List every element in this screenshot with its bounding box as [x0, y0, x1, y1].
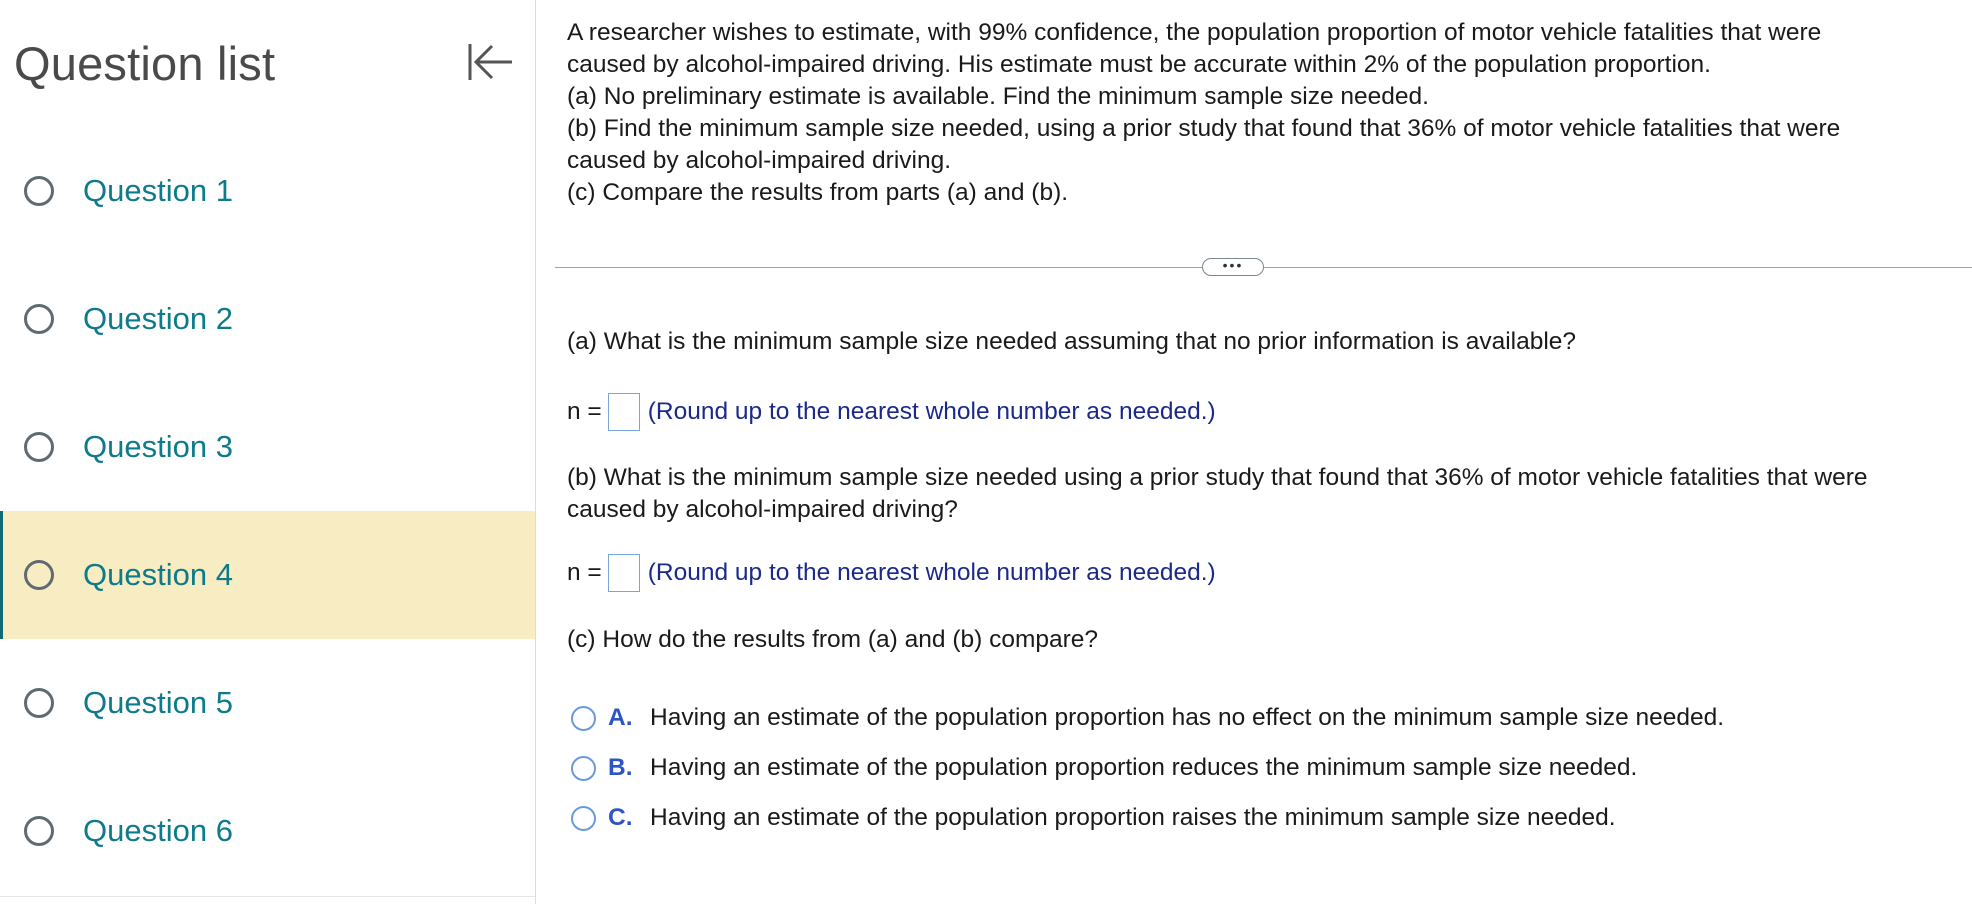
n-label: n = — [567, 559, 602, 586]
question-item-3[interactable] — [0, 383, 535, 511]
collapse-left-icon — [462, 34, 518, 90]
question-label: Question 3 — [83, 429, 233, 464]
part-c-question: (c) How do the results from (a) and (b) compare? — [567, 626, 1099, 653]
question-item-6[interactable] — [0, 767, 535, 895]
expand-more-button[interactable]: ••• — [1202, 258, 1264, 276]
sidebar-title: Question list — [14, 37, 276, 90]
question-label: Question 6 — [83, 813, 233, 848]
choice-a[interactable] — [571, 701, 1724, 735]
choice-text: Having an estimate of the population proportion raises the minimum sample size needed. — [650, 804, 1616, 831]
question-item-4[interactable] — [0, 511, 535, 639]
radio-circle-icon[interactable] — [571, 756, 596, 781]
sidebar-divider — [0, 896, 535, 897]
question-label: Question 1 — [83, 173, 233, 208]
radio-circle-icon — [24, 560, 54, 590]
question-panel — [536, 0, 1972, 904]
question-item-5[interactable] — [0, 639, 535, 767]
part-a-answer-input[interactable] — [608, 393, 640, 431]
radio-circle-icon — [24, 688, 54, 718]
question-label: Question 5 — [83, 685, 233, 720]
part-b-answer-input[interactable] — [608, 554, 640, 592]
question-item-2[interactable] — [0, 255, 535, 383]
prompt-line: caused by alcohol-impaired driving. — [567, 147, 952, 174]
radio-circle-icon[interactable] — [571, 706, 596, 731]
choice-letter: C. — [608, 804, 633, 831]
choice-letter: A. — [608, 704, 633, 731]
rounding-hint: (Round up to the nearest whole number as needed.) — [647, 398, 1216, 425]
prompt-line: (b) Find the minimum sample size needed, using a prior study that found that 36% of motor vehicle fatalities that were — [567, 115, 1841, 142]
part-b-answer-row — [567, 553, 1216, 593]
prompt-line: A researcher wishes to estimate, with 99% confidence, the population proportion of motor vehicle fatalities that were — [567, 19, 1822, 46]
radio-circle-icon — [24, 816, 54, 846]
question-prompt — [567, 17, 1967, 209]
sidebar-header — [0, 0, 535, 125]
choice-b[interactable] — [571, 751, 1637, 785]
radio-circle-icon — [24, 432, 54, 462]
prompt-line: (a) No preliminary estimate is available. Find the minimum sample size needed. — [567, 83, 1429, 110]
choice-letter: B. — [608, 754, 633, 781]
question-label: Question 4 — [83, 557, 233, 592]
choice-c[interactable] — [571, 801, 1616, 835]
n-label: n = — [567, 398, 602, 425]
part-a-question: (a) What is the minimum sample size needed assuming that no prior information is available? — [567, 328, 1577, 355]
radio-circle-icon[interactable] — [571, 806, 596, 831]
part-b-question-line2: caused by alcohol-impaired driving? — [567, 496, 958, 523]
part-b-question-line1: (b) What is the minimum sample size needed using a prior study that found that 36% of motor vehicle fatalities that were — [567, 464, 1868, 491]
question-list — [0, 127, 535, 895]
collapse-sidebar-button[interactable] — [462, 34, 518, 90]
question-list-sidebar — [0, 0, 536, 904]
prompt-line: caused by alcohol-impaired driving. His estimate must be accurate within 2% of the population proportion. — [567, 51, 1711, 78]
radio-circle-icon — [24, 304, 54, 334]
choice-text: Having an estimate of the population proportion has no effect on the minimum sample size needed. — [650, 704, 1725, 731]
choice-text: Having an estimate of the population proportion reduces the minimum sample size needed. — [650, 754, 1638, 781]
radio-circle-icon — [24, 176, 54, 206]
prompt-line: (c) Compare the results from parts (a) and (b). — [567, 179, 1069, 206]
question-item-1[interactable] — [0, 127, 535, 255]
part-a-answer-row — [567, 392, 1216, 432]
question-label: Question 2 — [83, 301, 233, 336]
rounding-hint: (Round up to the nearest whole number as needed.) — [647, 559, 1216, 586]
